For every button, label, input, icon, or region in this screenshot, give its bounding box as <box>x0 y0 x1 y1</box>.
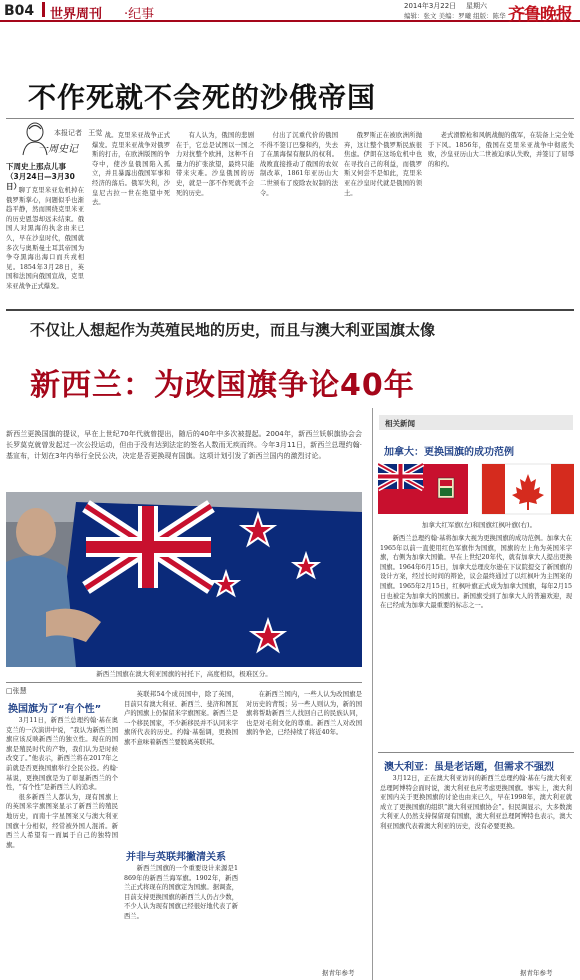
column-subhead: 下周史上那点儿事（3月24日—3月30日） <box>6 162 75 191</box>
section-title: 世界周刊 <box>50 7 103 22</box>
story2-source: 据青年参考 <box>322 969 355 977</box>
issue-weekday: 星期六 <box>466 2 487 10</box>
story2-subhead-2: 并非与英联邦撇清关系 <box>126 852 226 863</box>
story1-column-4: 付出了沉重代价的俄国不得不签订巴黎和约，失去了在黑海保有舰队的权利。战败直接推动了俄国的农奴制改革，1861年亚历山大二世颁布了废除农奴制的法令。 <box>260 132 338 197</box>
story1-column-2: 战。克里米亚战争正式爆发。克里米亚战争对俄罗斯的打击，在欧洲版图的争夺中，使沙皇俄国陷入孤立，并且暴露出俄国军事和经济的落后。俄军失利，沙皇尼古拉一世在绝望中死去。 <box>92 132 170 207</box>
nz-flag-photo-illustration <box>6 492 362 667</box>
page-header <box>0 0 580 25</box>
story2-headline: 新西兰：为改国旗争论40年 <box>30 368 415 403</box>
story1-column-3: 有人认为，俄国的悲剧在于，它总是试图以一国之力对抗整个欧洲，这种不自量力的扩张欲望，最终只能带来灾难。沙皇俄国的历史，就是一部不作死就不会死的历史。 <box>176 132 254 197</box>
story1-rule <box>6 118 574 119</box>
story2-column-3: 在新西兰国内，一些人认为改国旗是对历史的背叛；另一些人则认为，新的国旗将帮助新西兰人找回自己的民族认同，也是对毛利文化的尊重。新西兰人对改国旗的争论，已经持续了将近40年。 <box>246 691 362 737</box>
flags-caption: 加拿大红军旗(左)和国旗红枫叶旗(右)。 <box>421 521 537 529</box>
story2-byline: □张慧 <box>6 687 27 695</box>
story2-lead: 新西兰更换国旗的提议，早在上世纪70年代就曾提出，随后的40年中多次被提起。2004年，新西兰妖帜旗协会会长罗莫克就曾发起过一次公投运动，但由于没有达到法定的签名人数而无疾而终。今年3月11日，新西兰总理约翰·基宣布，计划在3年内举行全民公决，决定是否更换现有国旗。这项计划引发了新西兰国内的激烈讨论。 <box>6 430 362 460</box>
story2-kicker: 不仅让人想起作为英殖民地的历史，而且与澳大利亚国旗太像 <box>30 321 436 339</box>
header-accent-bar <box>42 2 45 17</box>
sidebar-body-australia: 3月12日，正在澳大利亚访问的新西兰总理约翰·基在与澳大利亚总理阿博特会面时说，澳大利亚也应考虑更换国旗。事实上，澳大利亚国内关于更换国旗的讨论也由来已久，早在1998年，澳大利亚就成立了更换国旗的组织“澳大利亚国旗协会”。但民调显示，大多数澳大利亚人仍然支持保留现有国旗，澳大利亚总理阿博特也表示，澳大利亚国旗代表着澳大利亚的历史，没有必要更换。 <box>380 775 572 830</box>
sidebar-rule <box>378 752 574 753</box>
story1-headline: 不作死就不会死的沙俄帝国 <box>28 81 377 114</box>
story1-column-6: 老式滑膛枪和风帆战舰的俄军，在装备上完全处于下风。1856年，俄国在克里米亚战争中彻底失败，沙皇亚历山大二世被迫承认失败，并签订了屈辱的和约。 <box>428 132 574 168</box>
story1-column-1: 聊了克里米亚危机掉在俄罗斯掌心，问题似乎也渐趋平静，然而围绕克里米亚的历史恩怨却远未结束。俄国人对黑海的执念由来已久，早在沙皇时代，俄国就多次与奥斯曼土耳其帝国为争夺黑海出海口而兵戎相见。1854年3月28日，英国和法国向俄国宣战，克里米亚战争正式爆发。 <box>6 187 84 290</box>
story1-column-5: 俄罗斯正在被欧洲所抛弃，这让整个俄罗斯民族很焦虑。伊朗在这场危机中也在寻找自己的利益，而俄罗斯又何尝不是如此，克里米亚在沙皇时代就是俄国的领土。 <box>344 132 422 197</box>
sidebar-title-canada: 加拿大：更换国旗的成功范例 <box>384 447 514 458</box>
byline-label: 本报记者 <box>54 129 82 137</box>
caption-rule <box>6 682 362 683</box>
canada-flags-icon <box>378 462 574 518</box>
story2-column-2: 英联邦54个成员国中，除了英国，目前只有澳大利亚、新西兰、斐济和图瓦卢的国旗上仍保留米字旗图案。新西兰是一个移民国家，不少新移民并不认同米字旗所代表的历史。约翰·基强调，更换国旗不意味着新西兰要脱离英联邦。 <box>124 691 238 746</box>
sidebar-divider <box>372 408 373 980</box>
sidebar-source: 据青年参考 <box>520 969 553 977</box>
editor-credits: 编辑：张文 美编：罗曦 组版：陈华 <box>404 12 506 20</box>
related-news-header: 相关新闻 <box>379 415 573 430</box>
story2-subhead-1: 换国旗为了“有个性” <box>8 704 102 715</box>
newspaper-logo: 齐鲁晚报 <box>508 5 572 25</box>
subsection-title: ·纪事 <box>124 7 155 22</box>
sidebar-title-australia: 澳大利亚：虽是老话题，但需求不强烈 <box>384 762 554 773</box>
sidebar-body-canada: 新西兰总理约翰·基将加拿大视为更换国旗的成功范例。加拿大在1965年以前一直使用红色军旗作为国旗，国旗的左上角为英国米字旗，右侧为加拿大国徽。早在上世纪20年代，就有加拿大人提出更换国旗。1964年6月15日，加拿大总理皮尔逊在下议院提交了新国旗的设计方案，经过长时间的辩论，议会最终通过了以红枫叶为主图案的国旗。1965年2月15日，红枫叶旗正式成为加拿大国旗，每年2月15日也被定为加拿大的国旗日。新国旗受到了加拿大人的普遍欢迎，现在已经成为加拿大最重要的标志之一。 <box>380 535 572 610</box>
photo-caption: 新西兰国旗在澳大利亚国旗的衬托下，高度相似，极难区分。 <box>96 670 272 678</box>
story2-column-1: 3月11日，新西兰总理约翰·基在奥克兰的一次演讲中说，“我认为新西兰国旗应该反映新西兰的独立性。现在的国旗是殖民时代的产物，我们认为是时候改变了。”他表示，新西兰将在2017年之前就是否更换国旗举行全民公投。约翰·基说，更换国旗是为了彰显新西兰的个性，“有个性”是新西兰人的追求。 很多新西兰人都认为，现有国旗上的英国米字旗图案显示了新西兰的殖民地历史，而南十字星图案又与澳大利亚国旗十分相似，经常被外国人混淆。新西兰人希望有一面属于自己的独特国旗。 <box>6 717 118 849</box>
byline-name: 王觉 <box>88 129 103 137</box>
maple-leaf-flag-icon <box>482 464 574 514</box>
issue-date: 2014年3月22日 <box>404 2 457 10</box>
flag-photo <box>6 492 362 667</box>
red-ensign-flag-icon <box>378 464 468 514</box>
story2-column-2b: 新西兰国旗的一个重要设计来源是1869年的新西兰海军旗。1902年，新西兰正式将现在的国旗定为国旗。据调查，目前支持更换国旗的新西兰人仍占少数，不少人认为现有国旗已经很好地代表了新西兰。 <box>124 865 238 920</box>
author-signature: 一周史记 <box>38 144 78 155</box>
section-divider <box>6 309 574 311</box>
page-number: B04 <box>4 3 35 19</box>
